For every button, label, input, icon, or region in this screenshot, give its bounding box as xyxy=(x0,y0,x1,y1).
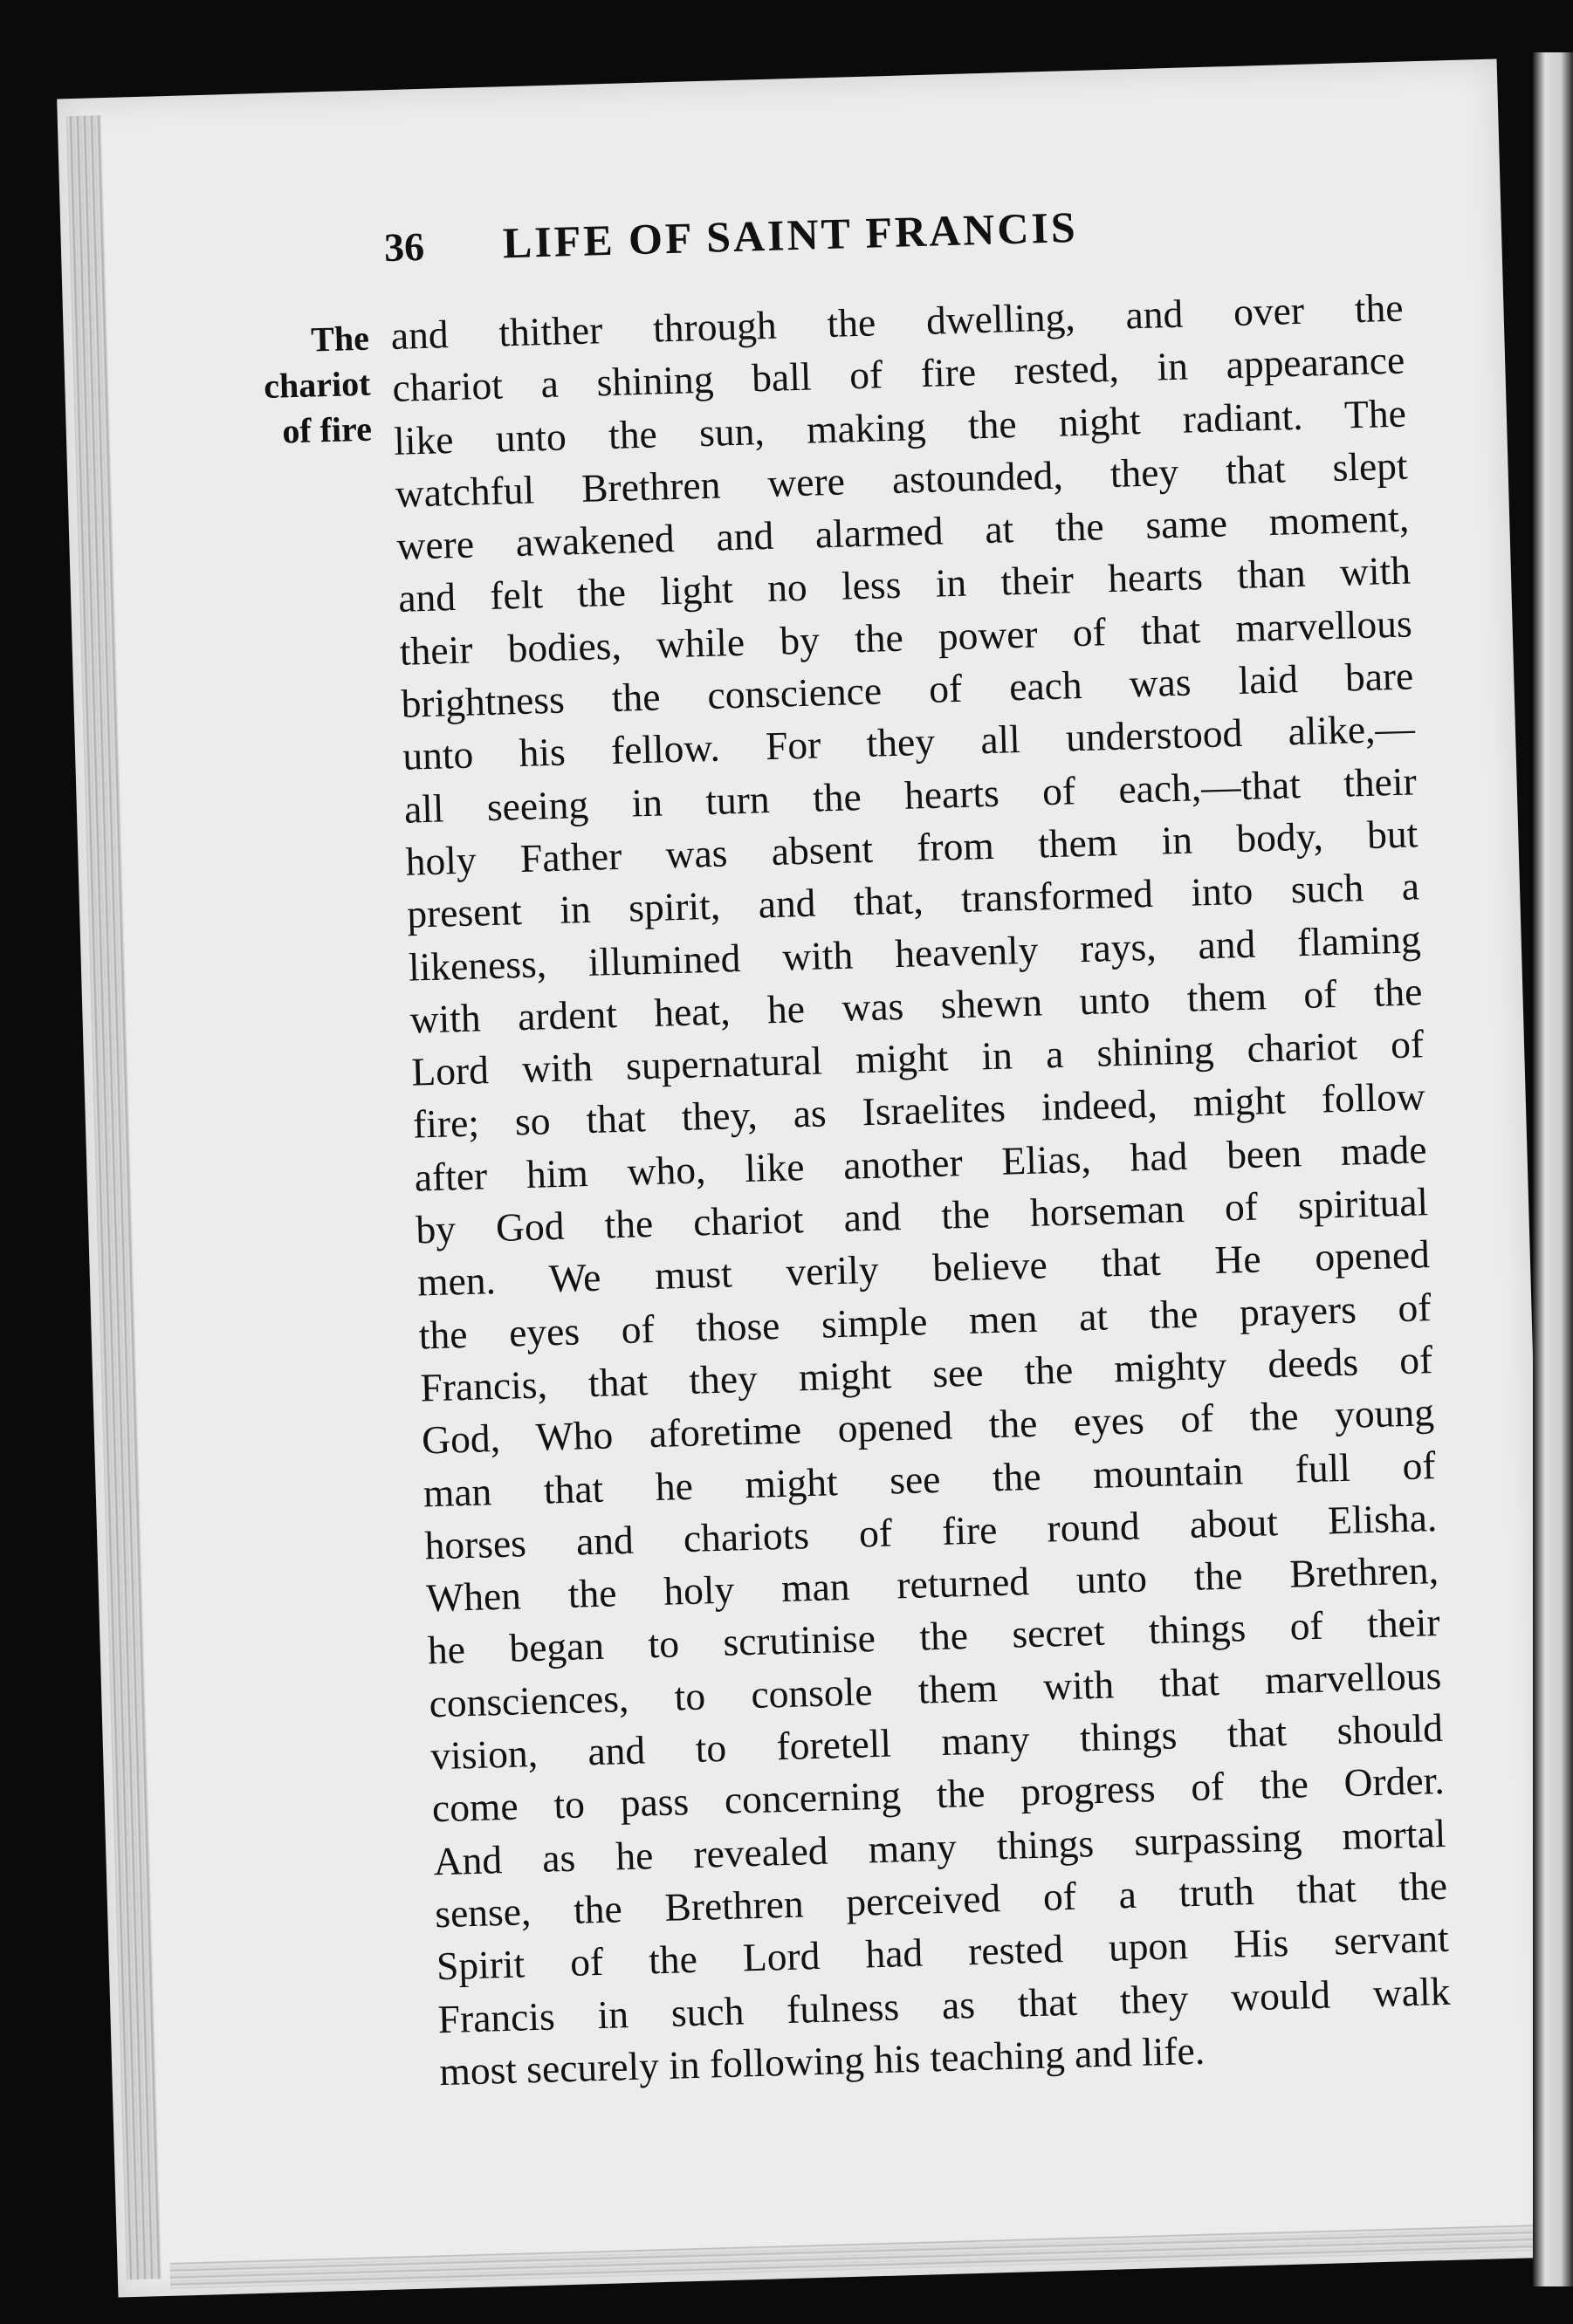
text-line: by God the chariot and the horseman of spiritual xyxy=(415,1179,1429,1252)
text-line: come to pass concerning the progress of the Order. xyxy=(431,1758,1446,1831)
margin-note xyxy=(211,316,372,456)
book-page xyxy=(57,58,1558,2297)
text-line: consciences, to console them with that marvellous xyxy=(428,1652,1442,1726)
text-line: most securely in following his teaching and life. xyxy=(438,2027,1206,2094)
text-line: chariot a shining ball of fire rested, in appearance xyxy=(391,337,1405,411)
text-line: horses and chariots of fire round about Elisha. xyxy=(423,1494,1438,1568)
text-line: he began to scrutinise the secret things of their xyxy=(427,1600,1441,1673)
text-line: men. We must verily believe that He opened xyxy=(416,1231,1431,1305)
text-line: were awakened and alarmed at the same moment, xyxy=(395,495,1410,569)
text-line: fire; so that they, as Israelites indeed, might follow xyxy=(412,1073,1426,1148)
text-line: like unto the sun, making the night radiant. The xyxy=(393,390,1407,463)
margin-note-line: The xyxy=(310,318,370,360)
margin-note-line: chariot xyxy=(263,363,371,407)
text-line: Francis in such fulness as that they would walk xyxy=(437,1968,1451,2041)
body-text xyxy=(390,282,1453,2099)
text-line: after him who, like another Elias, had been made xyxy=(414,1126,1428,1200)
text-line: likeness, illumined with heavenly rays, and flaming xyxy=(408,915,1422,990)
text-line: Lord with supernatural might in a shining chariot of xyxy=(410,1021,1425,1094)
page-number: 36 xyxy=(383,223,425,271)
book-title: LIFE OF SAINT FRANCIS xyxy=(502,202,1079,268)
text-line: holy Father was absent from them in body, but xyxy=(404,811,1418,884)
text-line: vision, and to foretell many things that should xyxy=(429,1704,1444,1779)
text-line: the eyes of those simple men at the prayers of xyxy=(418,1284,1432,1358)
text-line: God, Who aforetime opened the eyes of the young xyxy=(421,1389,1435,1463)
running-head xyxy=(383,193,1388,271)
text-line: Francis, that they might see the mighty deeds of xyxy=(419,1337,1433,1410)
text-line: unto his fellow. For they all understood alike,— xyxy=(402,705,1416,779)
page-edge-bottom xyxy=(169,2225,1540,2289)
text-line: Spirit of the Lord had rested upon His servant xyxy=(436,1916,1450,1989)
text-line: with ardent heat, he was shewn unto them of the xyxy=(409,969,1424,1042)
text-line: watchful Brethren were astounded, they that slept xyxy=(395,442,1409,516)
text-line: present in spirit, and that, transformed into such a xyxy=(406,863,1420,936)
text-line: When the holy man returned unto the Brethren, xyxy=(425,1547,1439,1621)
text-line: brightness the conscience of each was laid bare xyxy=(400,653,1414,726)
text-line: and thither through the dwelling, and over the xyxy=(390,285,1405,358)
text-line: man that he might see the mountain full of xyxy=(422,1442,1437,1515)
text-line: and felt the light no less in their hearts than with xyxy=(397,547,1412,621)
text-line: And as he revealed many things surpassing mortal xyxy=(432,1810,1446,1883)
text-line: all seeing in turn the hearts of each,—that their xyxy=(403,758,1418,832)
margin-note-line: of fire xyxy=(281,408,373,451)
text-line: their bodies, while by the power of that marvellous xyxy=(399,600,1413,674)
book-binding-edge xyxy=(1533,52,1573,2286)
text-line: sense, the Brethren perceived of a truth that the xyxy=(434,1862,1448,1937)
page-edge-left xyxy=(66,115,161,2279)
